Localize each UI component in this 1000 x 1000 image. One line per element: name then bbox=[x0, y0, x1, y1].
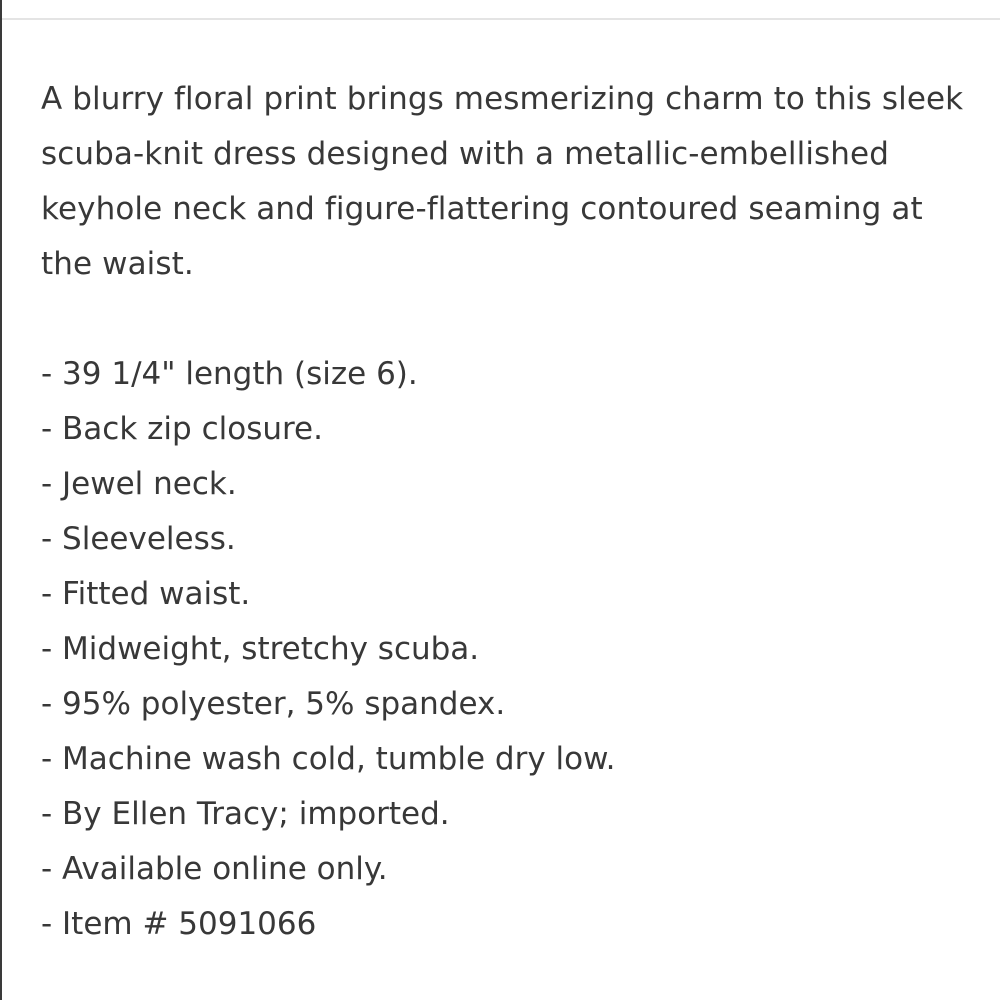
top-divider bbox=[2, 18, 1000, 20]
product-description: A blurry floral print brings mesmerizing charm to this sleek scuba-knit dress designed with a metallic-embellished keyhole neck and figure-flattering contoured seaming at the waist. bbox=[41, 81, 964, 282]
detail-item: - Sleeveless. bbox=[41, 521, 236, 557]
detail-item: - By Ellen Tracy; imported. bbox=[41, 796, 450, 832]
detail-item: - Machine wash cold, tumble dry low. bbox=[41, 741, 616, 777]
detail-item: - Midweight, stretchy scuba. bbox=[41, 631, 480, 667]
detail-item: - Fitted waist. bbox=[41, 576, 251, 612]
left-edge-border bbox=[0, 0, 2, 1000]
detail-item: - Back zip closure. bbox=[41, 411, 323, 447]
detail-item: - Item # 5091066 bbox=[41, 906, 317, 942]
detail-item: - Available online only. bbox=[41, 851, 388, 887]
product-details-list bbox=[41, 347, 981, 952]
product-details-panel bbox=[41, 72, 981, 952]
detail-item: - 39 1/4" length (size 6). bbox=[41, 356, 418, 392]
detail-item: - Jewel neck. bbox=[41, 466, 237, 502]
detail-item: - 95% polyester, 5% spandex. bbox=[41, 686, 506, 722]
